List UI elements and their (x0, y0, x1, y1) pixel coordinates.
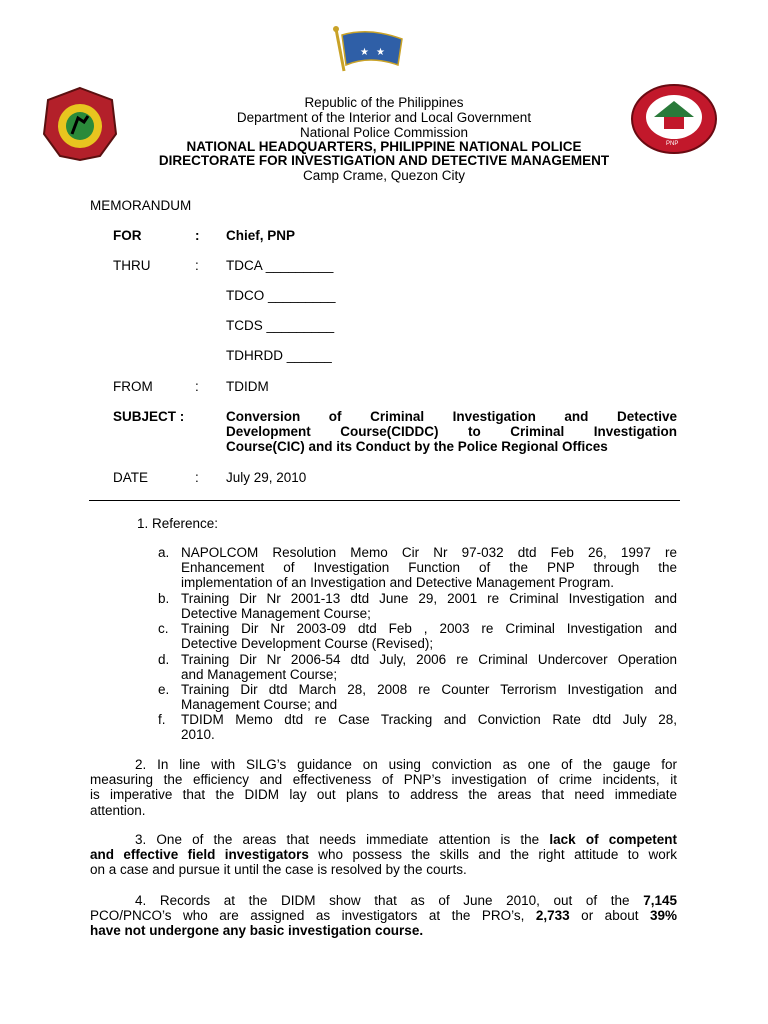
for-colon: : (195, 228, 200, 243)
thru-tcds: TCDS _________ (226, 318, 335, 333)
thru-tdca: TDCA _________ (226, 258, 334, 273)
reference-item-b: Training Dir Nr 2001-13 dtd June 29, 2001 re Criminal Investigation and Detective Management Course; (181, 591, 677, 622)
date-value: July 29, 2010 (226, 470, 307, 485)
header-department: Department of the Interior and Local Government (236, 110, 532, 125)
reference-marker: d. (158, 652, 170, 667)
header-location: Camp Crame, Quezon City (302, 168, 466, 183)
svg-text:★: ★ (360, 47, 369, 58)
thru-colon: : (195, 258, 199, 273)
subject-line: Conversion of Criminal Investigation and Detective (226, 409, 677, 424)
reference-item-c: Training Dir Nr 2003-09 dtd Feb , 2003 re Criminal Investigation and Detective Development Course (Revised); (181, 621, 677, 652)
reference-item-e: Training Dir dtd March 28, 2008 re Counter Terrorism Investigation and Management Course; and (181, 682, 677, 713)
subject-line: Course(CIC) and its Conduct by the Police Regional Offices (226, 439, 608, 455)
for-value: Chief, PNP (226, 228, 296, 243)
reference-marker: e. (158, 682, 170, 697)
from-label: FROM (113, 379, 153, 394)
divider (89, 500, 680, 501)
subject-line: Development Course(CIDDC) to Criminal Investigation (226, 424, 677, 440)
date-colon: : (195, 470, 199, 485)
paragraph-3: 3. One of the areas that needs immediate attention is the lack of competent and effective field investigators who possess the skills and the right attitude to work on a case and pursue it until the case is resolved by the courts. (90, 832, 677, 878)
reference-heading: 1. Reference: (137, 516, 219, 531)
reference-item-f: TDIDM Memo dtd re Case Tracking and Conviction Rate dtd July 28, 2010. (181, 712, 677, 743)
thru-tdhrdd: TDHRDD ______ (226, 348, 332, 363)
header-commission: National Police Commission (299, 125, 469, 140)
for-label: FOR (113, 228, 142, 243)
subject-label: SUBJECT : (113, 409, 185, 424)
subject-text (226, 409, 677, 455)
header-directorate: DIRECTORATE FOR INVESTIGATION AND DETECTIVE MANAGEMENT (158, 153, 610, 168)
paragraph-2: 2. In line with SILG’s guidance on using conviction as one of the gauge for measuring the efficiency and effectiveness of PNP’s investigation of crime incidents, it is imperative that the DIDM lay out plans to address the areas that need immediate attention. (90, 757, 677, 818)
date-label: DATE (113, 470, 149, 485)
reference-item-a: NAPOLCOM Resolution Memo Cir Nr 97-032 dtd Feb 26, 1997 re Enhancement of Investigation Function of the PNP through the implementation of an Investigation and Detective Management Program. (181, 545, 677, 591)
thru-label: THRU (113, 258, 151, 273)
thru-tdco: TDCO _________ (226, 288, 336, 303)
flag-logo (330, 25, 410, 75)
didm-seal-caption: PNP (666, 141, 679, 147)
from-colon: : (195, 379, 199, 394)
header-republic: Republic of the Philippines (304, 95, 464, 110)
from-value: TDIDM (226, 379, 269, 394)
reference-marker: c. (158, 621, 169, 636)
memo-type: MEMORANDUM (90, 198, 192, 213)
header-national-hq: NATIONAL HEADQUARTERS, PHILIPPINE NATIONAL POLICE (186, 139, 582, 154)
reference-marker: b. (158, 591, 170, 606)
reference-marker: a. (158, 545, 170, 560)
svg-text:★: ★ (376, 47, 385, 58)
reference-item-d: Training Dir Nr 2006-54 dtd July, 2006 re Criminal Undercover Operation and Management Course; (181, 652, 677, 683)
reference-marker: f. (158, 712, 166, 727)
paragraph-4: 4. Records at the DIDM show that as of June 2010, out of the 7,145 PCO/PNCO’s who are assigned as investigators at the PRO’s, 2,733 or about 39% have not undergone any basic investigation course. (90, 893, 677, 939)
